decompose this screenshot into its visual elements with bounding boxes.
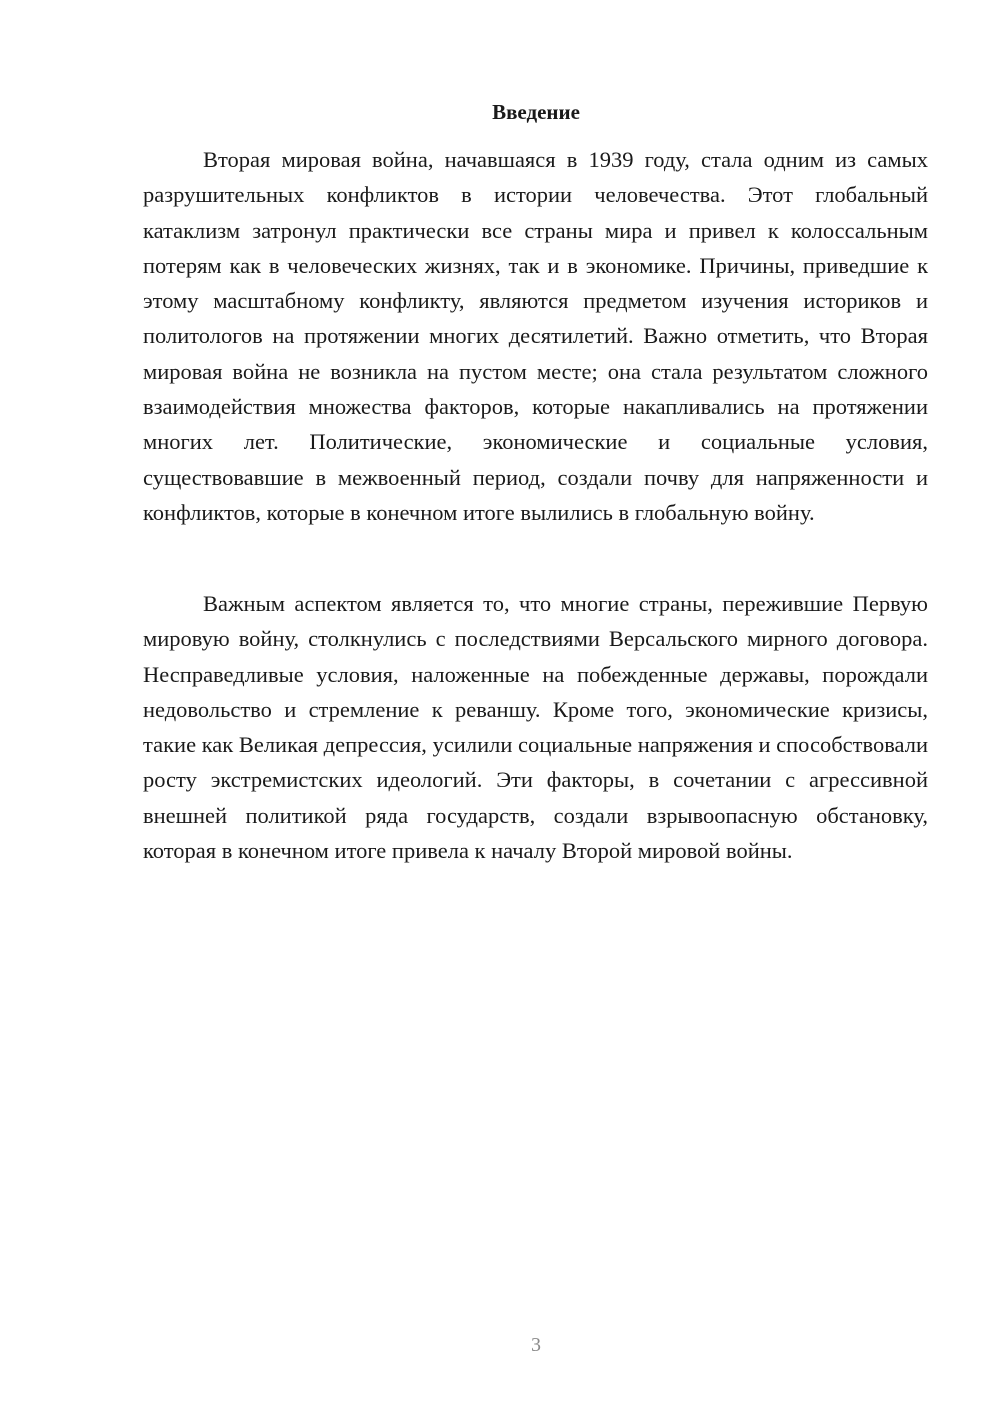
- paragraph-1-text: Вторая мировая война, начавшаяся в 1939 году, стала одним из самых разрушительных конфликтов в истории человечества. Этот глобальный катаклизм затронул практически все страны мира и привел к колоссальным потерям как в человеческих жизнях, так и в экономике. Причины, приведшие к этому масштабному конфликту, являются предметом изучения историков и политологов на протяжении многих десятилетий. Важно отметить, что Вторая мировая война не возникла на пустом месте; она стала результатом сложного взаимодействия множества факторов, которые накапливались на протяжении многих лет. Политические, экономические и социальные условия, существовавшие в межвоенный период, создали почву для напряженности и конфликтов, которые в конечном итоге вылились в глобальную войну.: [143, 147, 928, 525]
- paragraph-2-text: Важным аспектом является то, что многие страны, пережившие Первую мировую войну, столкнулись с последствиями Версальского мирного договора. Несправедливые условия, наложенные на побежденные державы, порождали недовольство и стремление к реваншу. Кроме того, экономические кризисы, такие как Великая депрессия, усилили социальные напряжения и способствовали росту экстремистских идеологий. Эти факторы, в сочетании с агрессивной внешней политикой ряда государств, создали взрывоопасную обстановку, которая в конечном итоге привела к началу Второй мировой войны.: [143, 591, 928, 864]
- paragraph-2: [143, 586, 928, 868]
- paragraph-1: [143, 142, 928, 530]
- page-title: Введение: [492, 100, 580, 124]
- page-number: 3: [531, 1334, 541, 1356]
